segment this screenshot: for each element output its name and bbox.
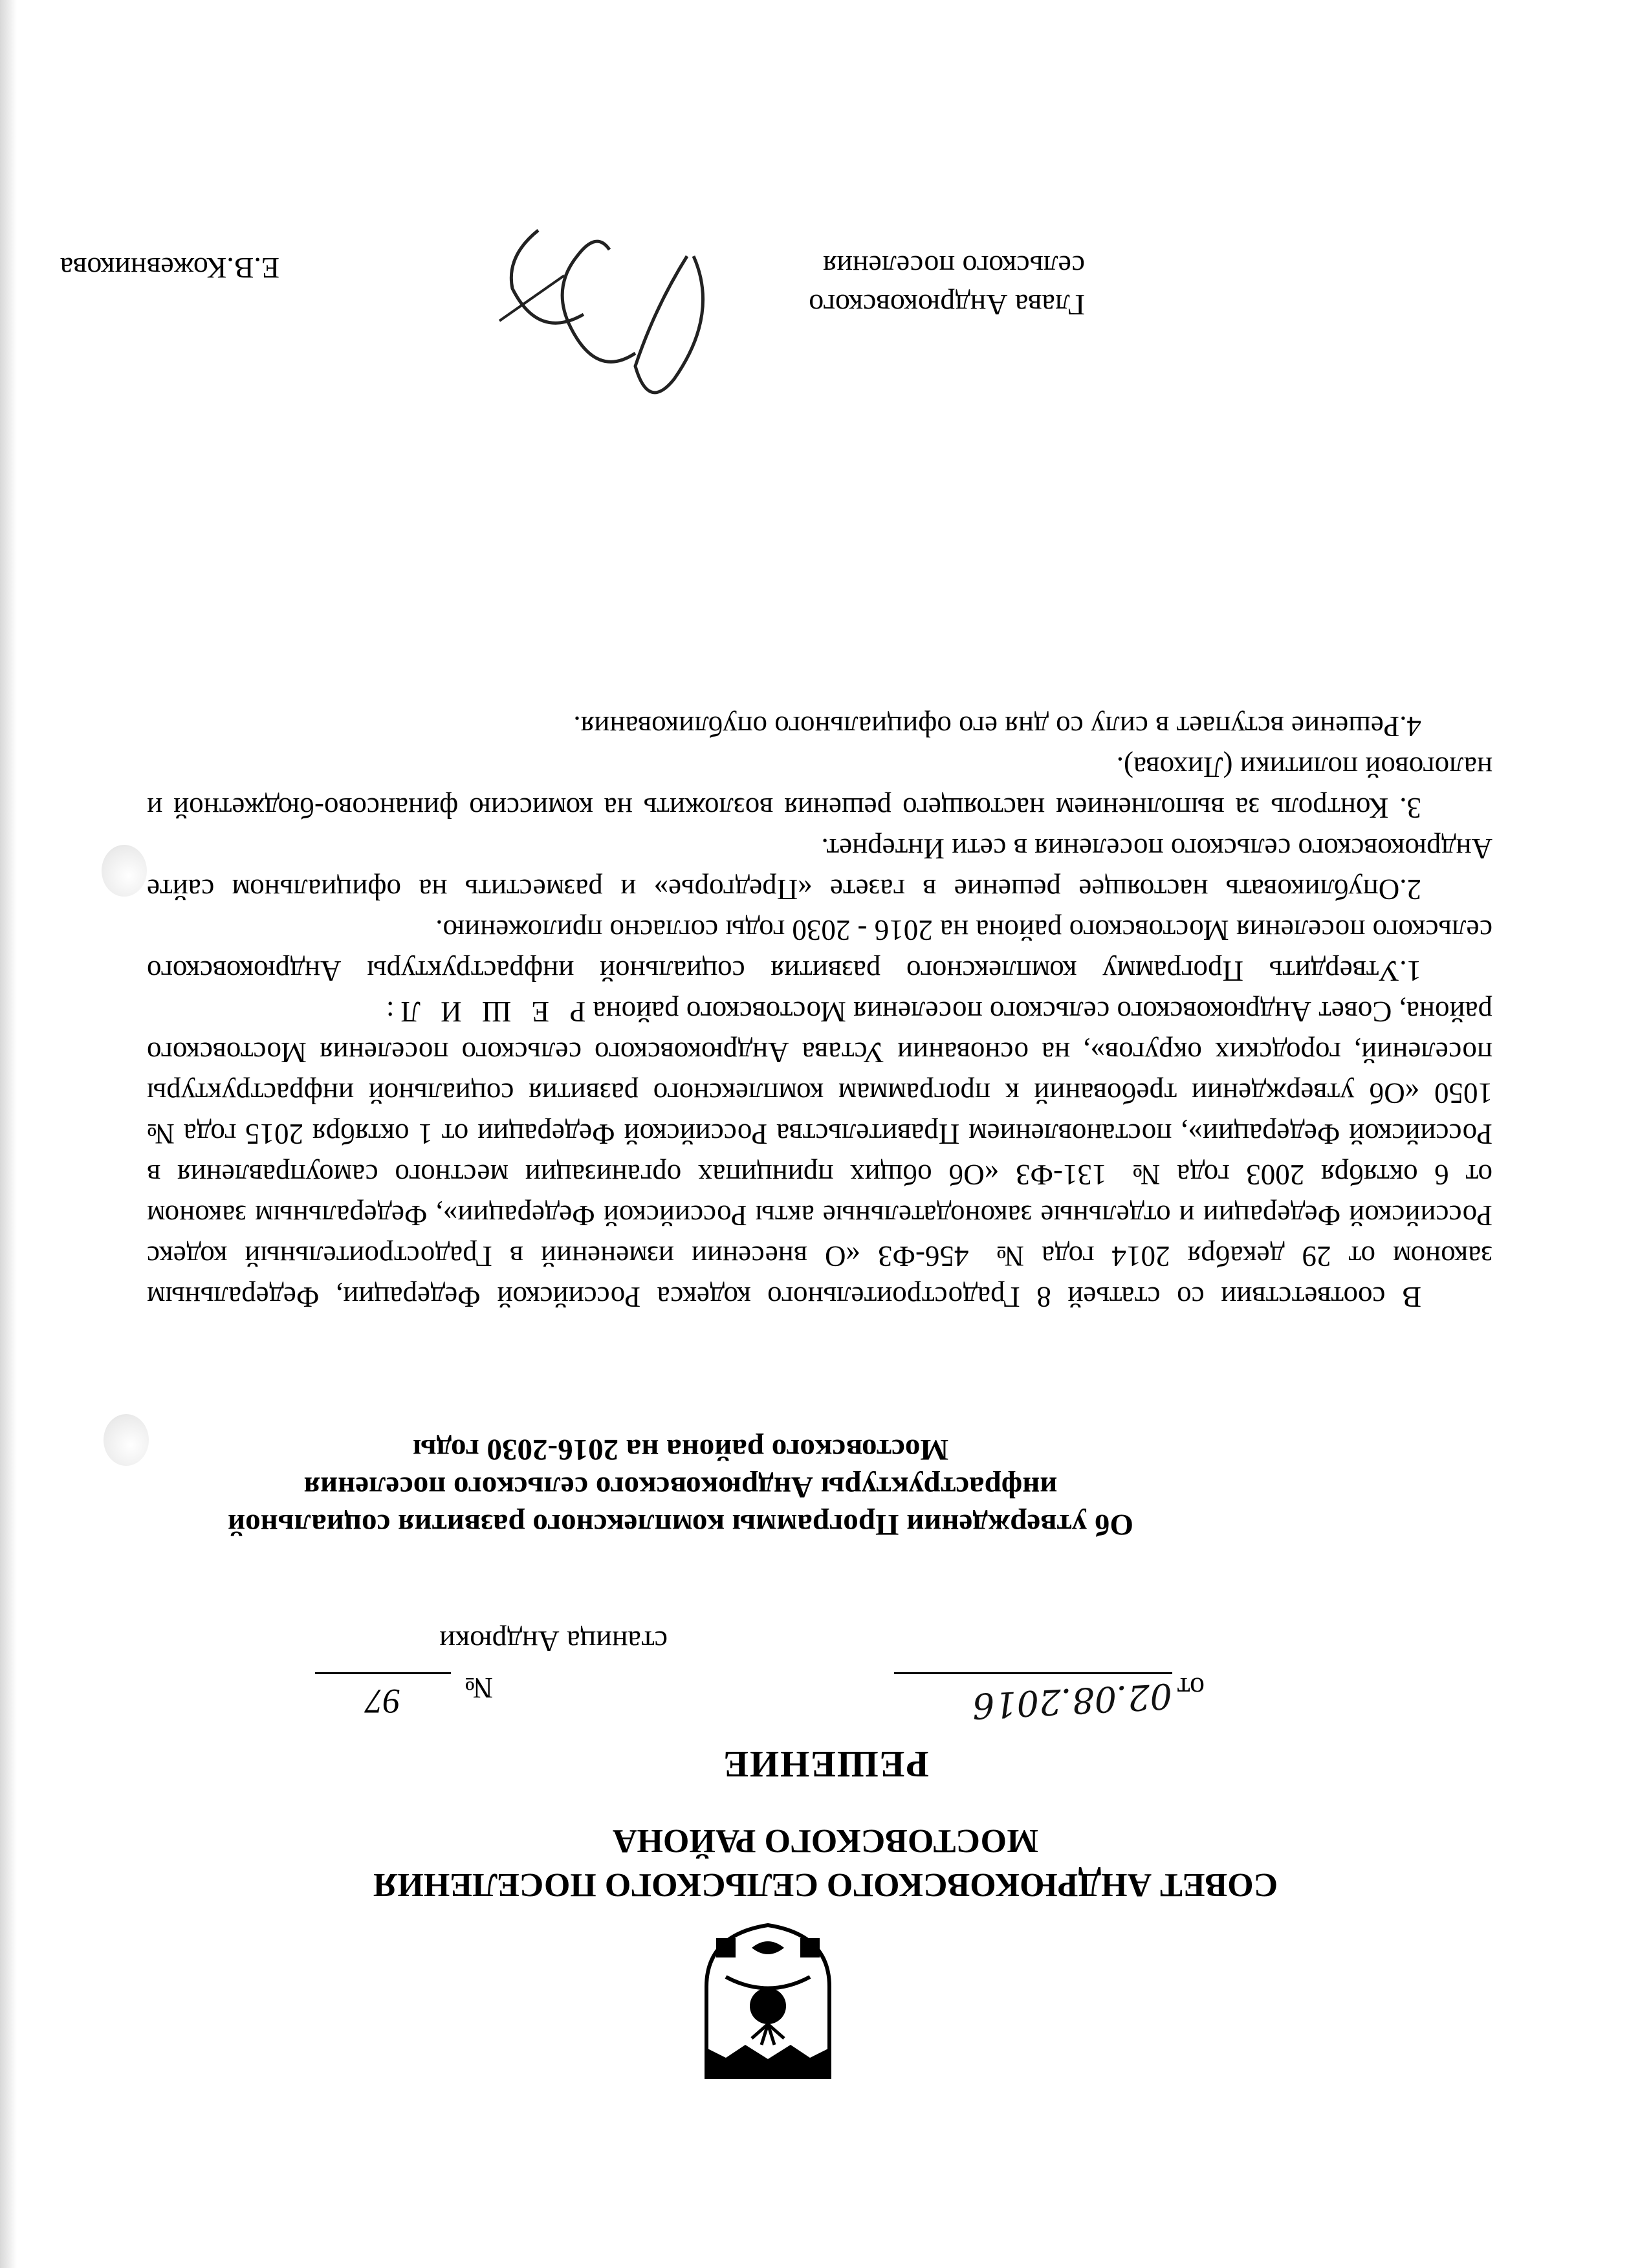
decision-subject	[98, 1431, 1263, 1543]
page-edge-shadow	[0, 0, 17, 2268]
signatory-position	[809, 246, 1085, 324]
subject-line: инфраструктуры Андрюковского сельского поселения	[303, 1470, 1058, 1504]
handwritten-date: 02.08.2016	[971, 1675, 1174, 1727]
district-name: МОСТОВСКОГО РАЙОНА	[612, 1822, 1039, 1859]
council-name: СОВЕТ АНДРЮКОВСКОГО СЕЛЬСКОГО ПОСЕЛЕНИЯ	[373, 1866, 1278, 1903]
subject-line: Мостовского района на 2016-2030 годы	[412, 1433, 949, 1467]
date-label: от	[1177, 1672, 1205, 1705]
punch-hole	[102, 845, 147, 897]
signatory-name: Е.В.Кожевникова	[60, 252, 279, 285]
item-2-paragraph: 2.Опубликовать настоящее решение в газете «Предгорье» и разместить на официальном сайте Андрюковского сельского поселения в сети Интернет.	[147, 833, 1492, 906]
preamble-paragraph	[147, 991, 1492, 1317]
number-underline	[315, 1672, 451, 1674]
document-type-title: РЕШЕНИЕ	[722, 1743, 929, 1785]
signatory-position-line: сельского поселения	[823, 250, 1085, 283]
date-underline	[894, 1672, 1172, 1674]
coat-of-arms-emblem	[700, 1922, 836, 2084]
decides-keyword: Р Е Ш И Л:	[379, 996, 586, 1028]
item-3-paragraph: 3. Контроль за выполнением настоящего решения возложить на комиссию финансово-бюджетной и налоговой политики (Лихова).	[147, 751, 1492, 824]
signatory-position-line: Глава Андрюковского	[809, 289, 1085, 322]
subject-line: Об утверждении Программы комплексного развития социальной	[228, 1508, 1133, 1542]
number-label: №	[465, 1672, 493, 1705]
item-4-paragraph: 4.Решение вступает в силу со дня его официального опубликования.	[573, 710, 1421, 743]
preamble-text: В соответствии со статьей 8 Градостроительного кодекса Российской Федерации, Федеральным законом от 29 декабря 2014 года № 456-ФЗ «О внесении изменений в Градостроительный кодекс Российской Федерации и отдельные законодательные акты Российской Федерации», Федеральным законом от 6 октября 2003 года № 131-ФЗ «Об общих принципах организации местного самоуправления в Российской Федерации», постановлением Правительства Российской Федерации от 1 октября 2015 года № 1050 «Об утверждении требований к программам комплексного развития социальной инфраструктуры поселений, городских округов», на основании Устава Андрюковского сельского поселения Мостовского района, Совет Андрюковского сельского поселения Мостовского района	[147, 996, 1492, 1313]
place-of-issue: станица Андрюки	[439, 1625, 668, 1658]
item-1-paragraph: 1.Утвердить Программу комплексного развития социальной инфраструктуры Андрюковского сельского поселения Мостовского района на 2016 - 2030 годы согласно приложению.	[147, 914, 1492, 987]
handwritten-signature	[487, 204, 732, 418]
decision-body	[147, 706, 1492, 1317]
handwritten-number: 97	[366, 1682, 400, 1721]
